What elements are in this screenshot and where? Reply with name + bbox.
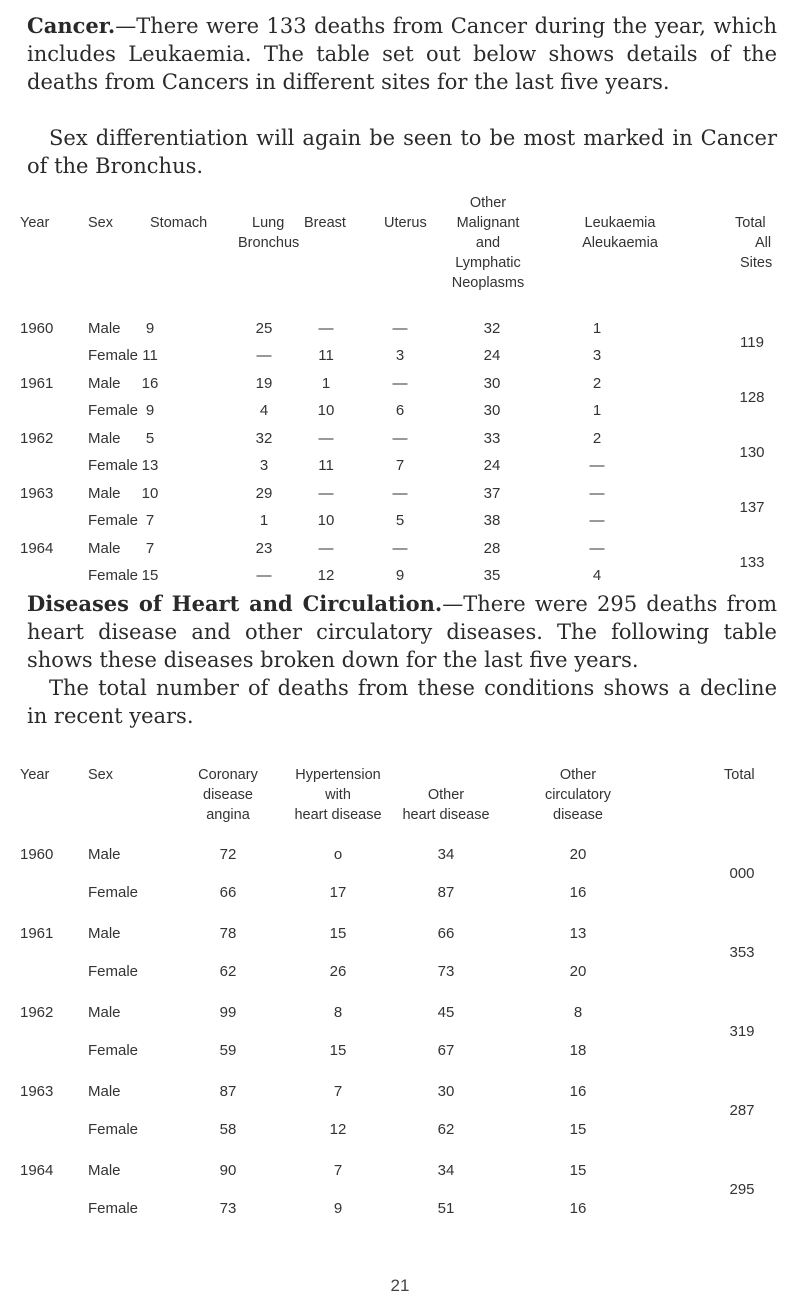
lung-cell: 3	[259, 457, 269, 474]
other-cell: 73	[437, 963, 455, 980]
sex-cell: Female	[88, 347, 139, 364]
col-year: Year	[20, 767, 50, 783]
leuk-cell: 4	[592, 567, 602, 584]
lung-cell: —	[256, 567, 272, 584]
other-cell: 62	[437, 1121, 455, 1138]
coronary-cell: 72	[219, 846, 237, 863]
stomach-cell: 5	[145, 430, 155, 447]
sex-cell: Male	[88, 925, 121, 942]
year-cell: 1962	[20, 1004, 54, 1021]
lung-cell: 29	[255, 485, 273, 502]
uterus-cell: —	[392, 375, 408, 392]
circ-cell: 13	[569, 925, 587, 942]
circ-cell: 16	[569, 1200, 587, 1217]
breast-cell: —	[318, 320, 334, 337]
coronary-cell: 73	[219, 1200, 237, 1217]
total-cell: 128	[739, 389, 765, 406]
coronary-cell: 66	[219, 884, 237, 901]
uterus-cell: —	[392, 540, 408, 557]
other-cell: 30	[483, 375, 501, 392]
stomach-cell: 9	[145, 320, 155, 337]
leuk-cell: —	[589, 512, 605, 529]
hyper-cell: o	[333, 846, 343, 863]
col-aleukaemia: Aleukaemia	[582, 235, 658, 251]
uterus-cell: 7	[395, 457, 405, 474]
heart-heading: Diseases of Heart and Circulation.	[27, 591, 443, 616]
circ-cell: 18	[569, 1042, 587, 1059]
col-total-3: Sites	[740, 255, 773, 271]
col-leukaemia: Leukaemia	[584, 215, 656, 231]
uterus-cell: —	[392, 320, 408, 337]
stomach-cell: 7	[145, 512, 155, 529]
stomach-cell: 7	[145, 540, 155, 557]
col-other-4: Lymphatic	[455, 255, 521, 271]
stomach-cell: 13	[141, 457, 159, 474]
col-hypertension-2: with	[325, 787, 351, 803]
sex-cell: Male	[88, 1083, 121, 1100]
total-cell: 319	[729, 1023, 755, 1040]
uterus-cell: 9	[395, 567, 405, 584]
year-cell: 1964	[20, 540, 54, 557]
circ-cell: 15	[569, 1162, 587, 1179]
sex-cell: Male	[88, 430, 121, 447]
col-sex: Sex	[88, 767, 113, 783]
year-cell: 1961	[20, 375, 54, 392]
cancer-intro-text: —There were 133 deaths from Cancer during the year, which includes Leukaemia. The table set out below shows details of the deaths from Cancers in different sites for the last five years.	[27, 14, 777, 94]
col-coronary-2: disease	[203, 787, 253, 803]
coronary-cell: 78	[219, 925, 237, 942]
col-lung: Lung	[252, 215, 285, 231]
leuk-cell: 1	[592, 402, 602, 419]
hyper-cell: 7	[333, 1162, 343, 1179]
breast-cell: 1	[321, 375, 331, 392]
cancer-paragraph	[27, 12, 777, 96]
circ-cell: 15	[569, 1121, 587, 1138]
year-cell: 1960	[20, 846, 54, 863]
sex-cell: Female	[88, 457, 139, 474]
total-cell: 119	[740, 334, 764, 351]
leuk-cell: 2	[592, 430, 602, 447]
other-cell: 34	[437, 1162, 455, 1179]
leuk-cell: 3	[592, 347, 602, 364]
cancer-heading: Cancer.	[27, 13, 116, 38]
breast-cell: 10	[317, 512, 335, 529]
lung-cell: 23	[255, 540, 273, 557]
lung-cell: 25	[255, 320, 273, 337]
col-sex: Sex	[88, 215, 113, 231]
total-cell: 133	[739, 554, 765, 571]
other-cell: 67	[437, 1042, 455, 1059]
hyper-cell: 15	[329, 1042, 347, 1059]
col-hypertension-1: Hypertension	[295, 767, 381, 783]
breast-cell: 11	[318, 347, 334, 364]
lung-cell: 1	[259, 512, 269, 529]
heart-decline-note: The total number of deaths from these conditions shows a decline in recent years.	[27, 676, 777, 728]
other-cell: 28	[483, 540, 501, 557]
lung-cell: 4	[259, 402, 269, 419]
sex-cell: Male	[88, 1162, 121, 1179]
other-cell: 34	[437, 846, 455, 863]
cancer-sex-note: Sex differentiation will again be seen to be most marked in Cancer of the Bronchus.	[27, 126, 777, 178]
hyper-cell: 12	[329, 1121, 347, 1138]
leuk-cell: —	[589, 485, 605, 502]
other-cell: 37	[483, 485, 501, 502]
circ-cell: 16	[569, 884, 587, 901]
leuk-cell: —	[589, 457, 605, 474]
col-other-2: Malignant	[456, 215, 520, 231]
breast-cell: 11	[318, 457, 334, 474]
other-cell: 87	[437, 884, 455, 901]
year-cell: 1963	[20, 1083, 54, 1100]
coronary-cell: 59	[219, 1042, 237, 1059]
other-cell: 45	[437, 1004, 455, 1021]
heart-paragraph	[27, 590, 777, 674]
col-total-1: Total	[735, 215, 766, 231]
col-breast: Breast	[304, 215, 346, 231]
sex-cell: Female	[88, 1200, 139, 1217]
breast-cell: —	[318, 540, 334, 557]
sex-cell: Female	[88, 567, 139, 584]
other-cell: 33	[483, 430, 501, 447]
lung-cell: —	[256, 347, 272, 364]
circ-cell: 16	[569, 1083, 587, 1100]
col-total: Total	[724, 767, 755, 783]
col-stomach: Stomach	[150, 215, 208, 231]
other-cell: 51	[437, 1200, 455, 1217]
col-year: Year	[20, 215, 50, 231]
other-cell: 66	[437, 925, 455, 942]
year-cell: 1960	[20, 320, 54, 337]
col-circulatory-2: circulatory	[544, 787, 612, 803]
stomach-cell: 15	[141, 567, 159, 584]
leuk-cell: —	[589, 540, 605, 557]
page-number: 21	[390, 1276, 410, 1295]
stomach-cell: 9	[145, 402, 155, 419]
col-circulatory-3: disease	[553, 807, 603, 823]
other-cell: 35	[483, 567, 501, 584]
total-cell: 137	[739, 499, 765, 516]
sex-cell: Male	[88, 846, 121, 863]
uterus-cell: —	[392, 485, 408, 502]
year-cell: 1962	[20, 430, 54, 447]
total-cell: 295	[729, 1181, 755, 1198]
leuk-cell: 1	[592, 320, 602, 337]
lung-cell: 32	[255, 430, 273, 447]
sex-cell: Male	[88, 375, 121, 392]
coronary-cell: 58	[219, 1121, 237, 1138]
hyper-cell: 26	[329, 963, 347, 980]
other-cell: 24	[483, 457, 501, 474]
coronary-cell: 87	[219, 1083, 237, 1100]
col-other-5: Neoplasms	[451, 275, 525, 291]
col-other-heart-2: heart disease	[402, 807, 490, 823]
col-coronary-1: Coronary	[198, 767, 258, 783]
col-total-2: All	[755, 235, 772, 251]
uterus-cell: 3	[395, 347, 405, 364]
sex-cell: Female	[88, 884, 139, 901]
coronary-cell: 62	[219, 963, 237, 980]
other-cell: 38	[483, 512, 501, 529]
breast-cell: 10	[317, 402, 335, 419]
hyper-cell: 9	[333, 1200, 343, 1217]
sex-cell: Female	[88, 1121, 139, 1138]
sex-cell: Male	[88, 540, 121, 557]
col-other-heart-1: Other	[427, 787, 465, 803]
breast-cell: 12	[317, 567, 335, 584]
total-cell: 287	[729, 1102, 755, 1119]
col-circulatory-1: Other	[559, 767, 597, 783]
leuk-cell: 2	[592, 375, 602, 392]
other-cell: 32	[483, 320, 501, 337]
uterus-cell: 6	[395, 402, 405, 419]
circ-cell: 8	[573, 1004, 583, 1021]
sex-cell: Female	[88, 963, 139, 980]
total-cell: 000	[729, 865, 755, 882]
coronary-cell: 90	[219, 1162, 237, 1179]
col-other-3: and	[475, 235, 501, 251]
col-other-1: Other	[469, 195, 507, 211]
hyper-cell: 17	[329, 884, 347, 901]
col-bronchus: Bronchus	[238, 235, 300, 251]
circ-cell: 20	[569, 963, 587, 980]
breast-cell: —	[318, 430, 334, 447]
sex-cell: Male	[88, 485, 121, 502]
uterus-cell: 5	[395, 512, 405, 529]
col-uterus: Uterus	[384, 215, 427, 231]
col-hypertension-3: heart disease	[294, 807, 382, 823]
hyper-cell: 8	[333, 1004, 343, 1021]
lung-cell: 19	[255, 375, 273, 392]
heart-intro-text: —There were 295 deaths from heart disease and other circulatory diseases. The following table shows these diseases broken down for the last five years.	[27, 592, 778, 672]
sex-cell: Male	[88, 320, 121, 337]
year-cell: 1963	[20, 485, 54, 502]
uterus-cell: —	[392, 430, 408, 447]
sex-cell: Female	[88, 1042, 139, 1059]
circ-cell: 20	[569, 846, 587, 863]
total-cell: 130	[739, 444, 765, 461]
stomach-cell: 16	[141, 375, 159, 392]
other-cell: 30	[483, 402, 501, 419]
stomach-cell: 11	[142, 347, 158, 364]
total-cell: 353	[729, 944, 755, 961]
year-cell: 1961	[20, 925, 54, 942]
col-coronary-3: angina	[206, 807, 250, 823]
breast-cell: —	[318, 485, 334, 502]
coronary-cell: 99	[219, 1004, 237, 1021]
sex-cell: Male	[88, 1004, 121, 1021]
sex-cell: Female	[88, 512, 139, 529]
hyper-cell: 7	[333, 1083, 343, 1100]
other-cell: 30	[437, 1083, 455, 1100]
hyper-cell: 15	[329, 925, 347, 942]
other-cell: 24	[483, 347, 501, 364]
stomach-cell: 10	[141, 485, 159, 502]
sex-cell: Female	[88, 402, 139, 419]
year-cell: 1964	[20, 1162, 54, 1179]
